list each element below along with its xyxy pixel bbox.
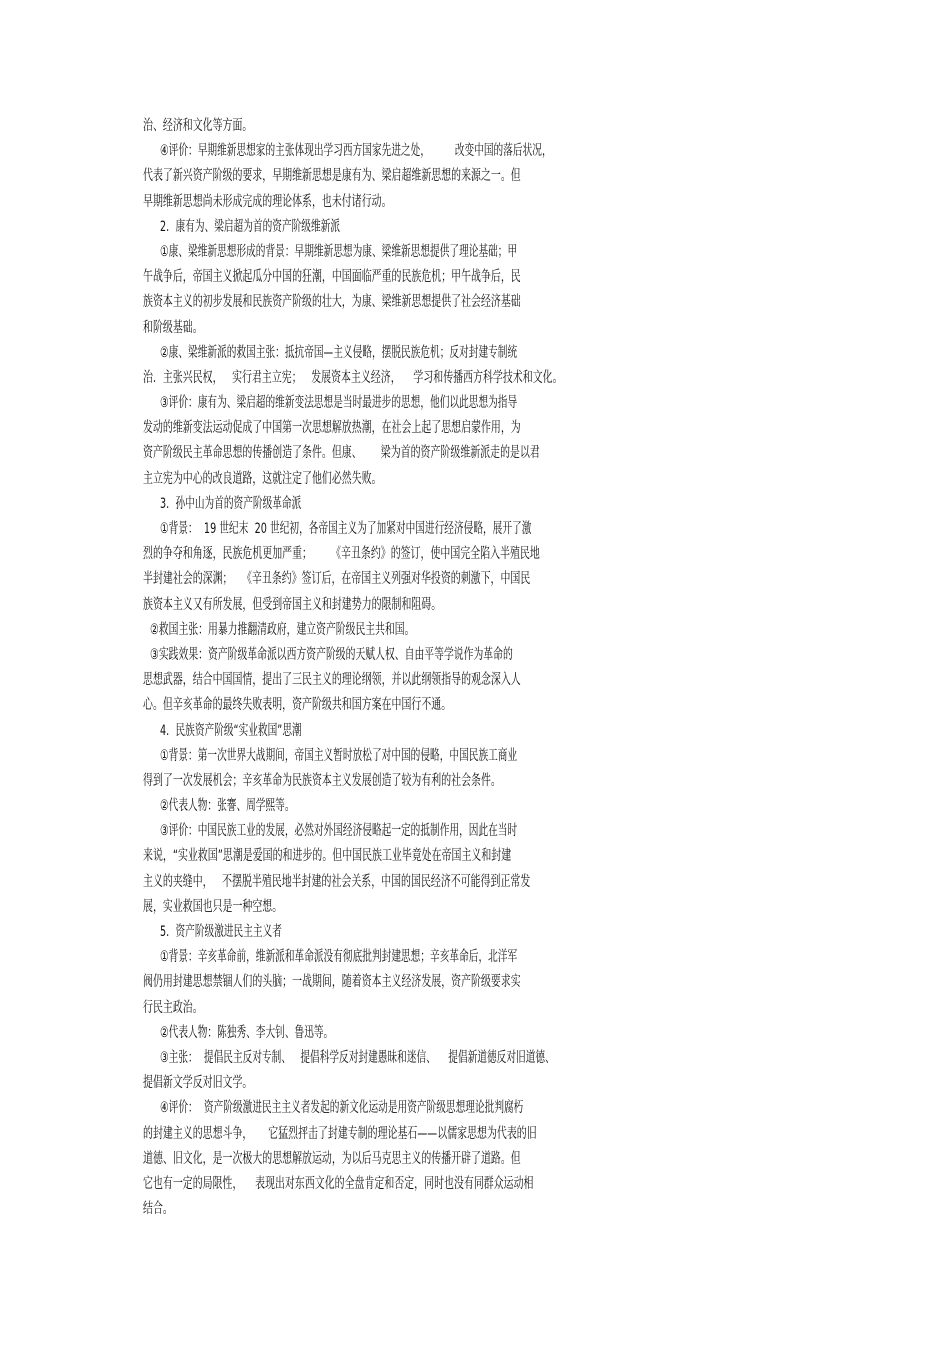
text-line: 行民主政治。: [143, 999, 203, 1016]
section-heading: 2. 康有为、梁启超为首的资产阶级维新派: [160, 218, 341, 235]
text-line: ③实践效果：资产阶级革命派以西方资产阶级的天赋人权、自由平等学说作为革命的: [150, 646, 513, 663]
text-line: 半封建社会的深渊； 《辛丑条约》签订后，在帝国主义列强对华投资的刺激下，中国民: [143, 571, 531, 588]
text-line: 来说，“实业救国”思潮是爱国的和进步的。但中国民族工业毕竟处在帝国主义和封建: [143, 848, 512, 865]
text-line: 族资本主义又有所发展，但受到帝国主义和封建势力的限制和阻碍。: [143, 596, 442, 613]
text-line: ①背景：辛亥革命前，维新派和革命派没有彻底批判封建思想；辛亥革命后，北洋军: [160, 949, 518, 966]
text-line: 思想武器，结合中国国情，提出了三民主义的理论纲领，并以此纲领指导的观念深入人: [143, 672, 521, 689]
text-line: 资产阶级民主革命思想的传播创造了条件。但康、 梁为首的资产阶级维新派走的是以君: [143, 445, 540, 462]
text-line: ②康、梁维新派的救国主张：抵抗帝国—主义侵略，摆脱民族危机；反对封建专制统: [160, 344, 518, 361]
text-line: 的封建主义的思想斗争， 它猛烈抨击了封建专制的理论基石——以儒家思想为代表的旧: [143, 1125, 537, 1142]
text-line: ①背景：第一次世界大战期间，帝国主义暂时放松了对中国的侵略，中国民族工商业: [160, 747, 518, 764]
text-line: 阀仍用封建思想禁锢人们的头脑；一战期间，随着资本主义经济发展，资产阶级要求实: [143, 974, 521, 991]
text-line: ②代表人物：张謇、周学熙等。: [160, 798, 295, 815]
text-line: ③主张： 提倡民主反对专制、 提倡科学反对封建愚昧和迷信、 提倡新道德反对旧道德、: [160, 1049, 555, 1066]
text-line: 午战争后，帝国主义掀起瓜分中国的狂潮，中国面临严重的民族危机；甲午战争后，民: [143, 269, 521, 286]
text-line: 发动的维新变法运动促成了中国第一次思想解放热潮，在社会上起了思想启蒙作用，为: [143, 420, 521, 437]
text-line: 主立宪为中心的改良道路，这就注定了他们必然失败。: [143, 470, 382, 487]
text-line: 得到了一次发展机会；辛亥革命为民族资本主义发展创造了较为有利的社会条件。: [143, 772, 501, 789]
section-heading: 4. 民族资产阶级“实业救国”思潮: [160, 722, 302, 739]
text-line: 结合。: [143, 1201, 173, 1218]
text-line: 展，实业救国也只是一种空想。: [143, 898, 283, 915]
section-heading: 5. 资产阶级激进民主主义者: [160, 924, 282, 940]
text-line: ①背景： 19 世纪末 20 世纪初，各帝国主义为了加紧对中国进行经济侵略，展开了激: [160, 521, 532, 537]
text-line: ④评价： 资产阶级激进民主主义者发起的新文化运动是用资产阶级思想理论批判腐朽: [160, 1100, 524, 1117]
text-line: 道德、旧文化，是一次极大的思想解放运动，为以后马克思主义的传播开辟了道路。但: [143, 1150, 521, 1167]
text-line: 代表了新兴资产阶级的要求，早期维新思想是康有为、梁启超维新思想的来源之一。但: [143, 168, 521, 185]
text-line: 和阶级基础。: [143, 319, 203, 336]
section-heading: 3. 孙中山为首的资产阶级革命派: [160, 495, 302, 512]
document-body: [0, 114, 950, 1222]
text-line: 提倡新文学反对旧文学。: [143, 1075, 253, 1092]
text-line: 它也有一定的局限性， 表现出对东西文化的全盘肯定和否定，同时也没有同群众运动相: [143, 1175, 534, 1192]
text-line: 早期维新思想尚未形成完成的理论体系，也未付诸行动。: [143, 193, 392, 210]
text-line: 烈的争夺和角逐，民族危机更加严重； 《辛丑条约》的签订，使中国完全陷入半殖民地: [143, 546, 540, 563]
text-line: 心。但辛亥革命的最终失败表明，资产阶级共和国方案在中国行不通。: [143, 697, 452, 714]
text-line: ②救国主张：用暴力推翻清政府，建立资产阶级民主共和国。: [150, 621, 415, 638]
text-line: 主义的夹缝中， 不摆脱半殖民地半封建的社会关系，中国的国民经济不可能得到正常发: [143, 873, 531, 890]
text-line: ③评价：康有为、梁启超的维新变法思想是当时最进步的思想，他们以此思想为指导: [160, 395, 518, 412]
text-line: ②代表人物：陈独秀、李大钊、鲁迅等。: [160, 1024, 334, 1041]
text-line: 族资本主义的初步发展和民族资产阶级的壮大，为康、梁维新思想提供了社会经济基础: [143, 294, 521, 311]
text-line: 治、经济和文化等方面。: [143, 118, 253, 134]
text-line: ④评价：早期维新思想家的主张体现出学习西方国家先进之处， 改变中国的落后状况，: [160, 143, 552, 160]
text-line: ③评价：中国民族工业的发展，必然对外国经济侵略起一定的抵制作用，因此在当时: [160, 823, 518, 840]
text-line: ①康、梁维新思想形成的背景：早期维新思想为康、梁维新思想提供了理论基础；甲: [160, 243, 518, 260]
text-line: 治．主张兴民权， 实行君主立宪； 发展资本主义经济， 学习和传播西方科学技术和文化。: [143, 369, 563, 386]
